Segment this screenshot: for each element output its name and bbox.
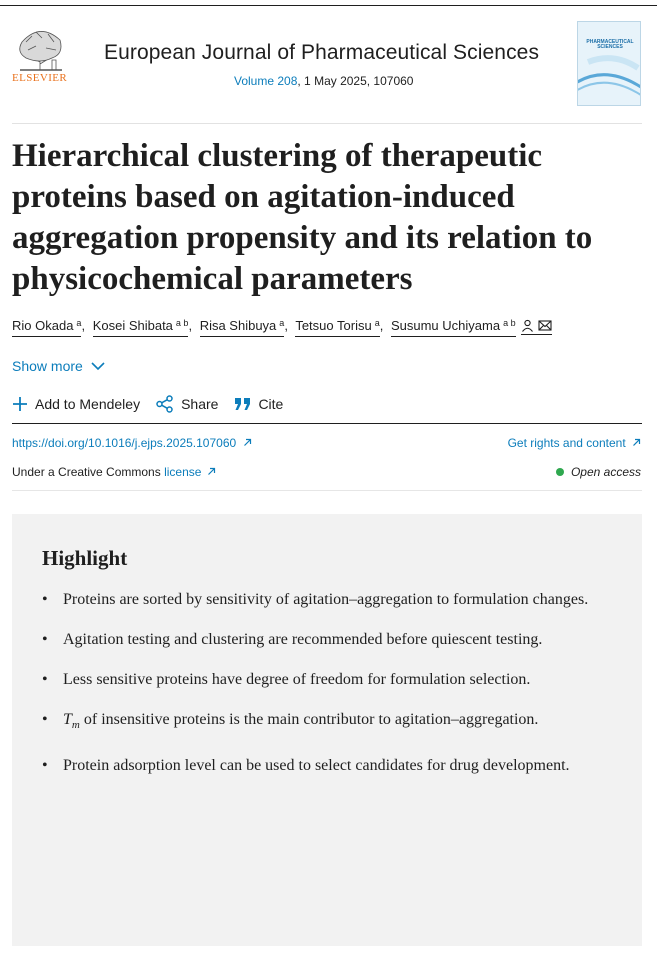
journal-cover-image[interactable] — [577, 21, 641, 106]
cite-button[interactable] — [234, 396, 283, 412]
highlights-list — [42, 587, 602, 793]
author-link[interactable]: Risa Shibuya $^a$ — [200, 318, 285, 337]
open-access-dot-icon — [556, 468, 564, 476]
highlight-item: • Less sensitive proteins have degree of freedom for formulation selection. — [42, 667, 602, 692]
cover-title: PHARMACEUTICAL SCIENCES — [586, 39, 634, 50]
highlights-box — [12, 514, 642, 946]
volume-link[interactable]: Volume 208 — [234, 74, 298, 88]
header-divider — [12, 123, 642, 124]
highlight-item: • $T_m$ of insensitive proteins is the main contributor to agitation–aggregation. — [42, 707, 602, 738]
highlight-item: • Protein adsorption level can be used to select candidates for drug development. — [42, 753, 602, 778]
tm-symbol: $T_m$ — [63, 711, 80, 732]
actions-divider — [12, 423, 642, 424]
add-to-mendeley-button[interactable] — [12, 396, 140, 412]
mendeley-label: Add to Mendeley — [35, 396, 141, 412]
envelope-icon — [538, 319, 552, 332]
author-link[interactable]: Kosei Shibata $^{a b}$ — [93, 318, 189, 337]
share-label: Share — [181, 396, 219, 412]
section-divider — [12, 490, 642, 491]
rights-link[interactable] — [508, 436, 641, 450]
creative-commons-notice — [12, 465, 216, 479]
author-link[interactable]: Rio Okada $^a$ — [12, 318, 81, 337]
quote-icon — [234, 397, 251, 411]
open-access-label: Open access — [570, 465, 641, 479]
author-link[interactable]: Tetsuo Torisu $^a$ — [295, 318, 379, 337]
cite-label: Cite — [258, 396, 284, 412]
top-rule — [0, 5, 657, 6]
cc-prefix: Under a Creative Commons — [12, 465, 165, 479]
open-access-badge — [556, 465, 641, 479]
elsevier-wordmark: ELSEVIER — [12, 72, 68, 84]
highlight-item: • Agitation testing and clustering are recommended before quiescent testing. — [42, 627, 602, 652]
article-actions — [12, 395, 299, 413]
doi-link[interactable] — [12, 436, 252, 450]
show-more-button[interactable] — [12, 358, 105, 374]
external-link-icon — [207, 467, 216, 476]
share-icon — [156, 395, 174, 413]
highlights-title: Highlight — [42, 546, 128, 570]
share-button[interactable] — [156, 395, 218, 413]
rights-text: Get rights and content — [507, 436, 626, 450]
article-title: Hierarchical clustering of therapeutic proteins based on agitation-induced aggregation propensity and its relation to physicochemical parameters — [12, 138, 593, 297]
cover-art — [578, 22, 641, 106]
license-link[interactable]: license — [164, 465, 216, 479]
plus-icon — [12, 396, 28, 412]
journal-title[interactable]: European Journal of Pharmaceutical Sciences — [104, 41, 540, 64]
author-link[interactable]: Susumu Uchiyama $^{a b}$ — [391, 318, 516, 337]
person-icon — [521, 319, 534, 332]
issue-info: , 1 May 2025, 107060 — [297, 74, 414, 88]
show-more-label: Show more — [12, 358, 83, 374]
journal-issue — [234, 74, 413, 88]
chevron-down-icon — [91, 362, 105, 371]
external-link-icon — [243, 438, 252, 447]
doi-text: https://doi.org/10.1016/j.ejps.2025.107060 — [12, 436, 237, 450]
external-link-icon — [632, 438, 641, 447]
highlight-item: • Proteins are sorted by sensitivity of agitation–aggregation to formulation changes. — [42, 587, 602, 612]
author-list: Rio Okada $^a$, Kosei Shibata $^{a b}$, Risa Shibuya $^a$, Tetsuo Torisu $^a$, Susumu Uchiyama $^{a b}$ — [12, 318, 642, 335]
corresponding-author-icons[interactable] — [521, 319, 552, 335]
